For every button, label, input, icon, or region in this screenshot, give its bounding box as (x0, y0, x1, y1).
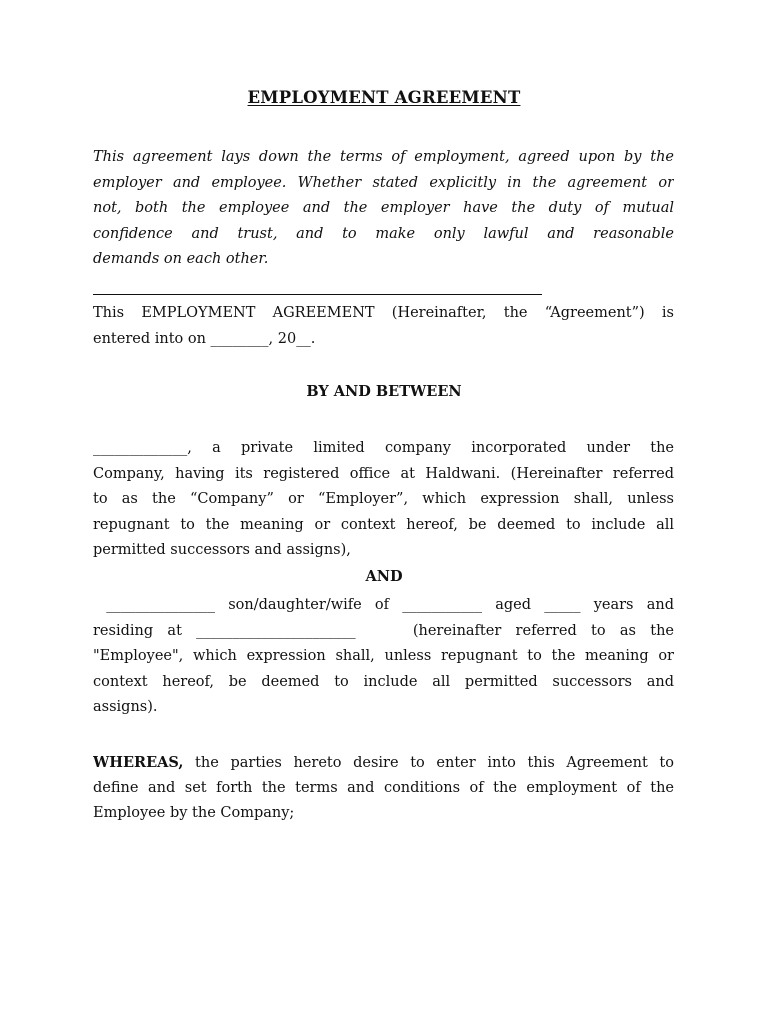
employee-line: "Employee", which expression shall, unless repugnant to the meaning or (93, 648, 674, 664)
by-and-between-heading: BY AND BETWEEN (306, 383, 462, 400)
agreement-line: This EMPLOYMENT AGREEMENT (Hereinafter, the “Agreement”) is (93, 305, 674, 321)
company-paragraph (93, 436, 674, 564)
intro-line: employer and employee. Whether stated explicitly in the agreement or (93, 174, 674, 191)
employee-line: context hereof, be deemed to include all permitted successors and (93, 673, 674, 690)
intro-line: demands on each other. (93, 251, 269, 267)
company-line: to as the “Company” or “Employer”, which expression shall, unless (93, 491, 674, 507)
intro-paragraph (93, 145, 674, 273)
and-heading: AND (365, 568, 403, 585)
horizontal-rule (93, 294, 542, 295)
intro-line: This agreement lays down the terms of employment, agreed upon by the (93, 149, 674, 165)
company-line: _____________, a private limited company incorporated under the (93, 440, 674, 456)
whereas-line: define and set forth the terms and conditions of the employment of the (93, 779, 674, 796)
whereas-paragraph (93, 750, 674, 827)
document-title: EMPLOYMENT AGREEMENT (247, 88, 521, 107)
agreement-paragraph (93, 301, 674, 352)
company-line: repugnant to the meaning or context hereof, be deemed to include all (93, 516, 674, 533)
company-line: Company, having its registered office at Haldwani. (Hereinafter referred (93, 465, 674, 482)
employee-line: _______________ son/daughter/wife of ___________ aged _____ years and (93, 597, 674, 613)
employee-paragraph (93, 593, 674, 721)
whereas-line: Employee by the Company; (93, 805, 295, 821)
intro-line: not, both the employee and the employer have the duty of mutual (93, 200, 674, 216)
agreement-line: entered into on ________, 20__. (93, 330, 316, 347)
whereas-first-line (93, 750, 674, 776)
whereas-first-line-text: the parties hereto desire to enter into this Agreement to (183, 755, 674, 771)
company-line: permitted successors and assigns), (93, 542, 351, 558)
employee-line: assigns). (93, 699, 158, 715)
intro-line: confidence and trust, and to make only lawful and reasonable (93, 225, 674, 242)
employee-line: residing at ______________________ (hereinafter referred to as the (93, 622, 674, 639)
whereas-lead: WHEREAS, (93, 754, 184, 771)
